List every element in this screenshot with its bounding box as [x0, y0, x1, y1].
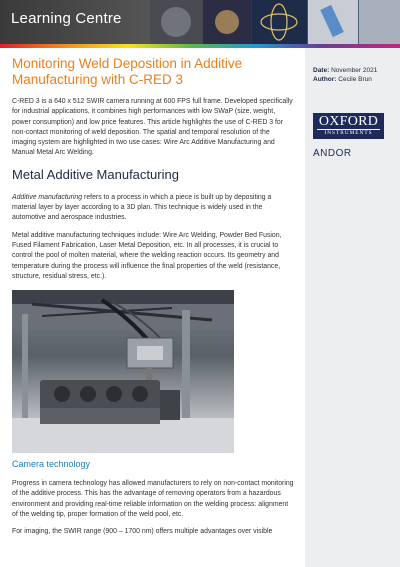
author-label: Author:: [313, 76, 337, 83]
banner-title: Learning Centre: [11, 10, 122, 27]
techniques-paragraph: Metal additive manufacturing techniques include: Wire Arc Welding, Powder Bed Fusion, Fused Filament Fabrication, Laser Metal Deposition, etc. In all processes, it is crucial to control the pool of molten material, where the welding reaction occurs. Its geometry and temperature during the process will influence the final properties of the weld (resistance, structure, residual stress, etc.).: [12, 231, 282, 280]
header-banner: [0, 0, 400, 44]
date-value: November 2021: [331, 67, 378, 74]
article-meta: [313, 66, 377, 84]
author-value: Cecile Brun: [338, 76, 372, 83]
printer-illustration: [12, 290, 234, 453]
figure-caption: Camera technology: [12, 459, 91, 470]
imaging-paragraph: For imaging, the SWIR range (900 – 1700 nm) offers multiple advantages over visible: [12, 528, 273, 536]
article-title: Monitoring Weld Deposition in Additive Manufacturing with C-RED 3: [12, 56, 243, 87]
date-label: Date:: [313, 67, 330, 74]
am-definition: refers to a process in which a piece is built up by depositing a material layer by layer according to a 3D plan. This technique is widely used in the automotive and aerospace industries.: [12, 193, 272, 222]
camera-technology-paragraph: Progress in camera technology has allowed manufacturers to rely on non-contact monitoring of the additive process. This has the advantage of removing operators from a hazardous environment and providing real-time reliable information on the welding process: alignment of the welding tip, proper formation of the weld pool, etc.: [12, 480, 294, 519]
date-line: [313, 66, 377, 75]
author-line: [313, 75, 377, 84]
additive-paragraph: [12, 193, 294, 224]
section-heading: Metal Additive Manufacturing: [12, 166, 179, 182]
logo-line-2: INSTRUMENTS: [317, 129, 380, 137]
oxford-instruments-logo: [313, 113, 384, 139]
article-content: [12, 56, 294, 538]
logo-line-1: OXFORD: [318, 114, 379, 129]
andor-brand: ANDOR: [313, 148, 352, 159]
engine-block-photo: [12, 290, 234, 453]
intro-paragraph: C-RED 3 is a 640 x 512 SWIR camera running at 600 FPS full frame. Developed specifically for industrial applications, it combines high performances with low SWaP (size, weight, power consumption) and low price features. This article highlights the use of C-RED 3 for non-contact monitoring of weld deposition. The spatial and temporal resolution of the imaging system are highlighted in two use cases: Wire Arc Additive Manufacturing and Manual Metal Arc Welding.: [12, 98, 293, 157]
am-term: Additive manufacturing: [12, 193, 83, 201]
